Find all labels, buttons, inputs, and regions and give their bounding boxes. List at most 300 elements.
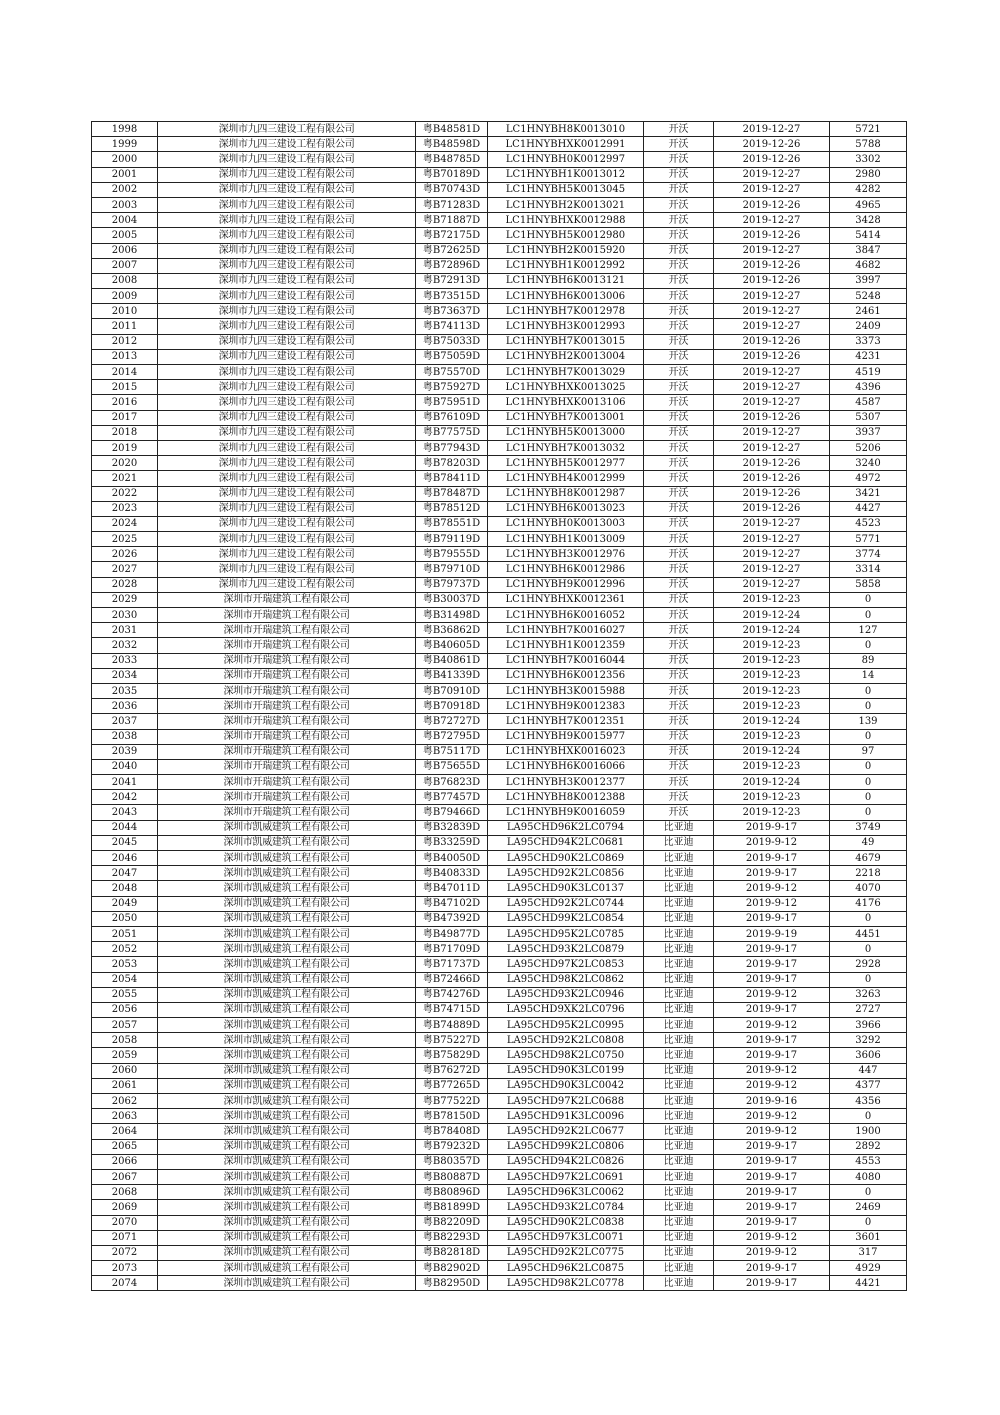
row-index-cell: 2019: [92, 440, 158, 455]
row-index-cell: 2007: [92, 258, 158, 273]
value-cell: 4356: [830, 1094, 907, 1109]
row-index-cell: 2003: [92, 197, 158, 212]
date-cell: 2019-12-27: [714, 547, 830, 562]
brand-cell: 比亚迪: [644, 1276, 714, 1291]
date-cell: 2019-9-17: [714, 1048, 830, 1063]
plate-number-cell: 粤B40050D: [416, 851, 488, 866]
table-row: [92, 729, 907, 744]
company-name-cell: 深圳市凯威建筑工程有限公司: [158, 851, 416, 866]
table-row: [92, 1139, 907, 1154]
vin-number-cell: LC1HNYBH1K0013009: [488, 532, 644, 547]
row-index-cell: 2037: [92, 714, 158, 729]
plate-number-cell: 粤B75059D: [416, 349, 488, 364]
brand-cell: 比亚迪: [644, 1185, 714, 1200]
date-cell: 2019-9-17: [714, 957, 830, 972]
date-cell: 2019-9-17: [714, 1002, 830, 1017]
table-row: [92, 501, 907, 516]
brand-cell: 开沃: [644, 410, 714, 425]
value-cell: 5858: [830, 577, 907, 592]
row-index-cell: 2005: [92, 228, 158, 243]
value-cell: 4553: [830, 1154, 907, 1169]
table-row: [92, 714, 907, 729]
table-row: [92, 273, 907, 288]
date-cell: 2019-12-27: [714, 577, 830, 592]
row-index-cell: 2064: [92, 1124, 158, 1139]
vin-number-cell: LC1HNYBH6K0012356: [488, 668, 644, 683]
row-index-cell: 1999: [92, 137, 158, 152]
value-cell: 3606: [830, 1048, 907, 1063]
brand-cell: 开沃: [644, 683, 714, 698]
vin-number-cell: LC1HNYBH9K0012996: [488, 577, 644, 592]
vin-number-cell: LC1HNYBH1K0012992: [488, 258, 644, 273]
brand-cell: 比亚迪: [644, 1154, 714, 1169]
value-cell: 2218: [830, 866, 907, 881]
date-cell: 2019-12-24: [714, 608, 830, 623]
plate-number-cell: 粤B47392D: [416, 911, 488, 926]
date-cell: 2019-9-16: [714, 1094, 830, 1109]
table-row: [92, 926, 907, 941]
table-row: [92, 987, 907, 1002]
plate-number-cell: 粤B76272D: [416, 1063, 488, 1078]
table-row: [92, 228, 907, 243]
plate-number-cell: 粤B41339D: [416, 668, 488, 683]
vin-number-cell: LA95CHD96K2LC0794: [488, 820, 644, 835]
company-name-cell: 深圳市九四三建设工程有限公司: [158, 532, 416, 547]
date-cell: 2019-12-27: [714, 365, 830, 380]
date-cell: 2019-9-12: [714, 1124, 830, 1139]
value-cell: 0: [830, 1215, 907, 1230]
date-cell: 2019-12-27: [714, 182, 830, 197]
vin-number-cell: LC1HNYBH3K0015988: [488, 683, 644, 698]
brand-cell: 比亚迪: [644, 987, 714, 1002]
vin-number-cell: LC1HNYBH3K0012377: [488, 775, 644, 790]
brand-cell: 开沃: [644, 273, 714, 288]
plate-number-cell: 粤B79466D: [416, 805, 488, 820]
company-name-cell: 深圳市九四三建设工程有限公司: [158, 243, 416, 258]
company-name-cell: 深圳市九四三建设工程有限公司: [158, 228, 416, 243]
value-cell: 4427: [830, 501, 907, 516]
value-cell: 2409: [830, 319, 907, 334]
value-cell: 5788: [830, 137, 907, 152]
table-row: [92, 942, 907, 957]
table-row: [92, 1094, 907, 1109]
company-name-cell: 深圳市九四三建设工程有限公司: [158, 471, 416, 486]
row-index-cell: 2049: [92, 896, 158, 911]
value-cell: 3292: [830, 1033, 907, 1048]
company-name-cell: 深圳市开瑞建筑工程有限公司: [158, 729, 416, 744]
row-index-cell: 2014: [92, 365, 158, 380]
company-name-cell: 深圳市九四三建设工程有限公司: [158, 516, 416, 531]
plate-number-cell: 粤B71887D: [416, 213, 488, 228]
company-name-cell: 深圳市九四三建设工程有限公司: [158, 152, 416, 167]
value-cell: 0: [830, 775, 907, 790]
row-index-cell: 2039: [92, 744, 158, 759]
company-name-cell: 深圳市九四三建设工程有限公司: [158, 456, 416, 471]
row-index-cell: 2068: [92, 1185, 158, 1200]
plate-number-cell: 粤B71283D: [416, 197, 488, 212]
company-name-cell: 深圳市凯威建筑工程有限公司: [158, 1048, 416, 1063]
value-cell: 4377: [830, 1078, 907, 1093]
value-cell: 3966: [830, 1018, 907, 1033]
vin-number-cell: LA95CHD90K2LC0869: [488, 851, 644, 866]
company-name-cell: 深圳市凯威建筑工程有限公司: [158, 972, 416, 987]
value-cell: 4451: [830, 926, 907, 941]
date-cell: 2019-9-17: [714, 1276, 830, 1291]
plate-number-cell: 粤B72625D: [416, 243, 488, 258]
company-name-cell: 深圳市九四三建设工程有限公司: [158, 577, 416, 592]
brand-cell: 开沃: [644, 182, 714, 197]
value-cell: 2461: [830, 304, 907, 319]
table-row: [92, 1109, 907, 1124]
date-cell: 2019-12-24: [714, 744, 830, 759]
table-row: [92, 1245, 907, 1260]
plate-number-cell: 粤B76109D: [416, 410, 488, 425]
company-name-cell: 深圳市凯威建筑工程有限公司: [158, 1033, 416, 1048]
vin-number-cell: LA95CHD92K2LC0677: [488, 1124, 644, 1139]
company-name-cell: 深圳市九四三建设工程有限公司: [158, 182, 416, 197]
row-index-cell: 2016: [92, 395, 158, 410]
brand-cell: 比亚迪: [644, 881, 714, 896]
company-name-cell: 深圳市九四三建设工程有限公司: [158, 486, 416, 501]
plate-number-cell: 粤B72175D: [416, 228, 488, 243]
company-name-cell: 深圳市开瑞建筑工程有限公司: [158, 759, 416, 774]
brand-cell: 比亚迪: [644, 972, 714, 987]
vin-number-cell: LC1HNYBH8K0012987: [488, 486, 644, 501]
company-name-cell: 深圳市九四三建设工程有限公司: [158, 289, 416, 304]
vin-number-cell: LA95CHD90K3LC0042: [488, 1078, 644, 1093]
vehicle-table: [91, 121, 907, 1291]
value-cell: 4972: [830, 471, 907, 486]
value-cell: 0: [830, 805, 907, 820]
row-index-cell: 2060: [92, 1063, 158, 1078]
row-index-cell: 2045: [92, 835, 158, 850]
table-row: [92, 137, 907, 152]
vin-number-cell: LC1HNYBH5K0013045: [488, 182, 644, 197]
value-cell: 89: [830, 653, 907, 668]
date-cell: 2019-9-17: [714, 942, 830, 957]
company-name-cell: 深圳市凯威建筑工程有限公司: [158, 1185, 416, 1200]
plate-number-cell: 粤B77943D: [416, 440, 488, 455]
brand-cell: 开沃: [644, 562, 714, 577]
date-cell: 2019-12-23: [714, 683, 830, 698]
table-row: [92, 532, 907, 547]
date-cell: 2019-12-26: [714, 501, 830, 516]
vin-number-cell: LA95CHD92K2LC0744: [488, 896, 644, 911]
row-index-cell: 2000: [92, 152, 158, 167]
vin-number-cell: LC1HNYBH3K0012993: [488, 319, 644, 334]
value-cell: 0: [830, 638, 907, 653]
vin-number-cell: LC1HNYBHXK0013106: [488, 395, 644, 410]
plate-number-cell: 粤B81899D: [416, 1200, 488, 1215]
row-index-cell: 2025: [92, 532, 158, 547]
date-cell: 2019-12-23: [714, 729, 830, 744]
company-name-cell: 深圳市凯威建筑工程有限公司: [158, 1109, 416, 1124]
brand-cell: 比亚迪: [644, 1230, 714, 1245]
brand-cell: 开沃: [644, 805, 714, 820]
row-index-cell: 2074: [92, 1276, 158, 1291]
table-row: [92, 258, 907, 273]
table-row: [92, 699, 907, 714]
company-name-cell: 深圳市九四三建设工程有限公司: [158, 167, 416, 182]
table-row: [92, 790, 907, 805]
plate-number-cell: 粤B82209D: [416, 1215, 488, 1230]
vin-number-cell: LC1HNYBHXK0012361: [488, 592, 644, 607]
plate-number-cell: 粤B82818D: [416, 1245, 488, 1260]
brand-cell: 开沃: [644, 440, 714, 455]
brand-cell: 开沃: [644, 167, 714, 182]
brand-cell: 开沃: [644, 501, 714, 516]
row-index-cell: 2001: [92, 167, 158, 182]
plate-number-cell: 粤B80887D: [416, 1169, 488, 1184]
date-cell: 2019-12-24: [714, 714, 830, 729]
plate-number-cell: 粤B72466D: [416, 972, 488, 987]
row-index-cell: 2052: [92, 942, 158, 957]
company-name-cell: 深圳市九四三建设工程有限公司: [158, 197, 416, 212]
brand-cell: 开沃: [644, 759, 714, 774]
value-cell: 3240: [830, 456, 907, 471]
company-name-cell: 深圳市凯威建筑工程有限公司: [158, 1261, 416, 1276]
date-cell: 2019-12-27: [714, 304, 830, 319]
plate-number-cell: 粤B73515D: [416, 289, 488, 304]
date-cell: 2019-12-27: [714, 516, 830, 531]
table-row: [92, 851, 907, 866]
brand-cell: 比亚迪: [644, 1063, 714, 1078]
row-index-cell: 2047: [92, 866, 158, 881]
table-row: [92, 623, 907, 638]
date-cell: 2019-12-26: [714, 273, 830, 288]
table-row: [92, 866, 907, 881]
brand-cell: 比亚迪: [644, 911, 714, 926]
value-cell: 4070: [830, 881, 907, 896]
plate-number-cell: 粤B78150D: [416, 1109, 488, 1124]
date-cell: 2019-9-17: [714, 866, 830, 881]
vin-number-cell: LC1HNYBH9K0012383: [488, 699, 644, 714]
date-cell: 2019-12-26: [714, 228, 830, 243]
brand-cell: 开沃: [644, 349, 714, 364]
table-row: [92, 319, 907, 334]
brand-cell: 开沃: [644, 213, 714, 228]
value-cell: 4682: [830, 258, 907, 273]
vin-number-cell: LA95CHD93K2LC0879: [488, 942, 644, 957]
row-index-cell: 2061: [92, 1078, 158, 1093]
table-row: [92, 1185, 907, 1200]
company-name-cell: 深圳市九四三建设工程有限公司: [158, 501, 416, 516]
plate-number-cell: 粤B48598D: [416, 137, 488, 152]
table-row: [92, 152, 907, 167]
value-cell: 5307: [830, 410, 907, 425]
brand-cell: 开沃: [644, 122, 714, 137]
table-row: [92, 608, 907, 623]
vin-number-cell: LC1HNYBH6K0016066: [488, 759, 644, 774]
row-index-cell: 2043: [92, 805, 158, 820]
row-index-cell: 2055: [92, 987, 158, 1002]
company-name-cell: 深圳市凯威建筑工程有限公司: [158, 1094, 416, 1109]
plate-number-cell: 粤B82950D: [416, 1276, 488, 1291]
vin-number-cell: LC1HNYBH8K0012388: [488, 790, 644, 805]
vin-number-cell: LC1HNYBH2K0015920: [488, 243, 644, 258]
row-index-cell: 2072: [92, 1245, 158, 1260]
table-row: [92, 1124, 907, 1139]
vin-number-cell: LA95CHD96K3LC0062: [488, 1185, 644, 1200]
plate-number-cell: 粤B75570D: [416, 365, 488, 380]
value-cell: 4282: [830, 182, 907, 197]
company-name-cell: 深圳市凯威建筑工程有限公司: [158, 1215, 416, 1230]
date-cell: 2019-12-27: [714, 167, 830, 182]
plate-number-cell: 粤B48581D: [416, 122, 488, 137]
table-row: [92, 456, 907, 471]
company-name-cell: 深圳市九四三建设工程有限公司: [158, 547, 416, 562]
table-row: [92, 440, 907, 455]
plate-number-cell: 粤B47102D: [416, 896, 488, 911]
value-cell: 0: [830, 592, 907, 607]
row-index-cell: 2012: [92, 334, 158, 349]
date-cell: 2019-12-27: [714, 532, 830, 547]
table-row: [92, 1169, 907, 1184]
brand-cell: 开沃: [644, 228, 714, 243]
company-name-cell: 深圳市凯威建筑工程有限公司: [158, 1200, 416, 1215]
table-row: [92, 471, 907, 486]
value-cell: 2928: [830, 957, 907, 972]
row-index-cell: 2020: [92, 456, 158, 471]
vin-number-cell: LC1HNYBH7K0013001: [488, 410, 644, 425]
date-cell: 2019-12-27: [714, 440, 830, 455]
brand-cell: 比亚迪: [644, 1139, 714, 1154]
value-cell: 3997: [830, 273, 907, 288]
value-cell: 4679: [830, 851, 907, 866]
plate-number-cell: 粤B82293D: [416, 1230, 488, 1245]
date-cell: 2019-9-17: [714, 1169, 830, 1184]
table-row: [92, 911, 907, 926]
plate-number-cell: 粤B79232D: [416, 1139, 488, 1154]
vin-number-cell: LC1HNYBHXK0012988: [488, 213, 644, 228]
vin-number-cell: LC1HNYBH7K0016027: [488, 623, 644, 638]
brand-cell: 开沃: [644, 790, 714, 805]
date-cell: 2019-12-26: [714, 349, 830, 364]
vin-number-cell: LA95CHD90K2LC0838: [488, 1215, 644, 1230]
vin-number-cell: LC1HNYBHXK0013025: [488, 380, 644, 395]
vin-number-cell: LA95CHD94K2LC0681: [488, 835, 644, 850]
plate-number-cell: 粤B74889D: [416, 1018, 488, 1033]
row-index-cell: 2027: [92, 562, 158, 577]
row-index-cell: 2053: [92, 957, 158, 972]
brand-cell: 比亚迪: [644, 942, 714, 957]
company-name-cell: 深圳市凯威建筑工程有限公司: [158, 1078, 416, 1093]
row-index-cell: 2067: [92, 1169, 158, 1184]
plate-number-cell: 粤B77522D: [416, 1094, 488, 1109]
vin-number-cell: LA95CHD92K2LC0856: [488, 866, 644, 881]
brand-cell: 开沃: [644, 137, 714, 152]
row-index-cell: 2048: [92, 881, 158, 896]
row-index-cell: 2066: [92, 1154, 158, 1169]
row-index-cell: 2022: [92, 486, 158, 501]
row-index-cell: 2051: [92, 926, 158, 941]
value-cell: 0: [830, 729, 907, 744]
company-name-cell: 深圳市开瑞建筑工程有限公司: [158, 592, 416, 607]
row-index-cell: 2059: [92, 1048, 158, 1063]
plate-number-cell: 粤B72727D: [416, 714, 488, 729]
value-cell: 5248: [830, 289, 907, 304]
vin-number-cell: LC1HNYBH7K0013032: [488, 440, 644, 455]
date-cell: 2019-12-27: [714, 122, 830, 137]
plate-number-cell: 粤B72795D: [416, 729, 488, 744]
vin-number-cell: LC1HNYBH5K0013000: [488, 425, 644, 440]
table-row: [92, 1048, 907, 1063]
vin-number-cell: LC1HNYBH0K0013003: [488, 516, 644, 531]
table-row: [92, 562, 907, 577]
vin-number-cell: LA95CHD97K2LC0688: [488, 1094, 644, 1109]
row-index-cell: 2015: [92, 380, 158, 395]
company-name-cell: 深圳市开瑞建筑工程有限公司: [158, 775, 416, 790]
vin-number-cell: LA95CHD93K2LC0784: [488, 1200, 644, 1215]
plate-number-cell: 粤B80896D: [416, 1185, 488, 1200]
brand-cell: 开沃: [644, 243, 714, 258]
date-cell: 2019-9-19: [714, 926, 830, 941]
vin-number-cell: LC1HNYBH6K0013121: [488, 273, 644, 288]
plate-number-cell: 粤B33259D: [416, 835, 488, 850]
row-index-cell: 2013: [92, 349, 158, 364]
table-row: [92, 410, 907, 425]
company-name-cell: 深圳市九四三建设工程有限公司: [158, 213, 416, 228]
company-name-cell: 深圳市开瑞建筑工程有限公司: [158, 714, 416, 729]
company-name-cell: 深圳市开瑞建筑工程有限公司: [158, 623, 416, 638]
brand-cell: 比亚迪: [644, 1033, 714, 1048]
plate-number-cell: 粤B75927D: [416, 380, 488, 395]
table-row: [92, 289, 907, 304]
row-index-cell: 2030: [92, 608, 158, 623]
date-cell: 2019-9-12: [714, 835, 830, 850]
brand-cell: 开沃: [644, 516, 714, 531]
table-row: [92, 1154, 907, 1169]
company-name-cell: 深圳市凯威建筑工程有限公司: [158, 911, 416, 926]
brand-cell: 开沃: [644, 775, 714, 790]
date-cell: 2019-12-23: [714, 790, 830, 805]
table-row: [92, 972, 907, 987]
date-cell: 2019-9-12: [714, 987, 830, 1002]
row-index-cell: 2008: [92, 273, 158, 288]
plate-number-cell: 粤B75033D: [416, 334, 488, 349]
table-row: [92, 577, 907, 592]
table-row: [92, 1215, 907, 1230]
row-index-cell: 2058: [92, 1033, 158, 1048]
brand-cell: 比亚迪: [644, 1109, 714, 1124]
company-name-cell: 深圳市开瑞建筑工程有限公司: [158, 805, 416, 820]
value-cell: 0: [830, 790, 907, 805]
date-cell: 2019-12-26: [714, 258, 830, 273]
value-cell: 0: [830, 699, 907, 714]
company-name-cell: 深圳市凯威建筑工程有限公司: [158, 1124, 416, 1139]
date-cell: 2019-9-17: [714, 972, 830, 987]
company-name-cell: 深圳市凯威建筑工程有限公司: [158, 866, 416, 881]
company-name-cell: 深圳市开瑞建筑工程有限公司: [158, 608, 416, 623]
vin-number-cell: LA95CHD93K2LC0946: [488, 987, 644, 1002]
value-cell: 4965: [830, 197, 907, 212]
plate-number-cell: 粤B30037D: [416, 592, 488, 607]
table-row: [92, 668, 907, 683]
table-row: [92, 516, 907, 531]
row-index-cell: 2029: [92, 592, 158, 607]
brand-cell: 比亚迪: [644, 820, 714, 835]
date-cell: 2019-12-24: [714, 623, 830, 638]
vin-number-cell: LC1HNYBHXK0012991: [488, 137, 644, 152]
date-cell: 2019-9-17: [714, 1261, 830, 1276]
row-index-cell: 2046: [92, 851, 158, 866]
vin-number-cell: LA95CHD99K2LC0854: [488, 911, 644, 926]
row-index-cell: 2050: [92, 911, 158, 926]
date-cell: 2019-9-17: [714, 1185, 830, 1200]
table-row: [92, 547, 907, 562]
vin-number-cell: LA95CHD97K2LC0691: [488, 1169, 644, 1184]
value-cell: 3937: [830, 425, 907, 440]
